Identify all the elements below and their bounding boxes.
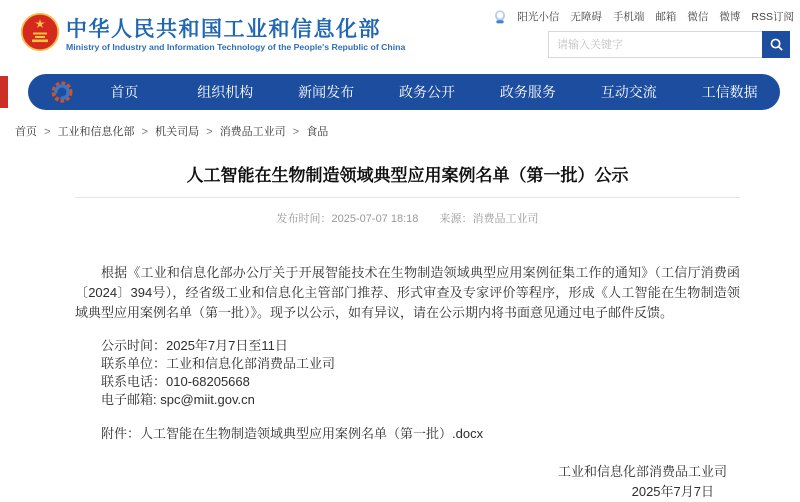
search-input[interactable] [548,31,762,58]
title-divider [75,197,740,198]
utility-links [494,9,794,24]
breadcrumb [15,123,800,139]
signature-block [75,462,740,502]
nav-item-gov-openness[interactable]: 政务公开 [399,84,455,100]
contact-phone: 联系电话：010-68205668 [101,374,250,389]
nav-item-gov-services[interactable]: 政务服务 [499,84,556,100]
breadcrumb-consumer-goods[interactable]: 消费品工业司 [219,126,286,138]
contact-unit: 联系单位：工业和信息化部消费品工业司 [101,356,336,371]
site-header [0,0,800,68]
contact-email: 电子邮箱: spc@miit.gov.cn [101,392,255,407]
contact-details [75,337,740,409]
nav-item-organization[interactable]: 组织机构 [197,84,254,100]
search-bar [548,31,790,58]
breadcrumb-separator: > [44,126,51,138]
miit-logo-icon [50,80,74,104]
link-sunshine[interactable]: 阳光小信 [517,11,560,23]
national-emblem-icon [20,12,60,52]
article [75,165,740,502]
breadcrumb-separator: > [141,126,149,138]
nav-item-interaction[interactable]: 互动交流 [600,84,657,100]
breadcrumb-separator: > [206,126,213,138]
nav-item-home[interactable]: 首页 [110,84,139,100]
signature-department: 工业和信息化部消费品工业司 [557,464,727,479]
search-button[interactable] [762,31,790,58]
attachment-line [75,423,740,442]
article-body-paragraph: 根据《工业和信息化部办公厅关于开展智能技术在生物制造领域典型应用案例征集工作的通知》（工信厅消费函〔2024〕394号），经省级工业和信息化主管部门推荐、形式审查及专家评价等程序，形成《人工智能在生物制造领域典型应用案例名单（第一批）》。现予以公示，如有异议，请在公示期内将书面意见通过电子邮件反馈。 [75,265,740,320]
search-icon [769,37,784,52]
signature-date: 2025年7月7日 [631,484,714,499]
article-source: 来源：消费品工业司 [439,213,539,225]
publicity-period: 公示时间：2025年7月7日至11日 [101,338,288,353]
breadcrumb-departments[interactable]: 机关司局 [155,126,200,138]
article-meta [75,210,740,226]
nav-pill [28,74,780,110]
breadcrumb-home[interactable]: 首页 [15,126,37,138]
nav-item-miit-data[interactable]: 工信数据 [701,84,758,100]
nav-left-red-accent [0,76,8,108]
attachment-link[interactable]: 人工智能在生物制造领域典型应用案例名单（第一批）.docx [140,426,484,441]
link-mobile[interactable]: 手机端 [612,11,645,23]
link-weibo[interactable]: 微博 [719,11,741,23]
breadcrumb-food[interactable]: 食品 [306,126,329,138]
publish-time: 发布时间：2025-07-07 18:18 [276,213,419,225]
ministry-title-cn: 中华人民共和国工业和信息化部 [66,18,381,41]
nav-item-news[interactable]: 新闻发布 [298,84,355,100]
main-nav [0,74,800,110]
link-rss[interactable]: RSS订阅 [751,11,794,23]
ministry-title-en: Ministry of Industry and Information Technology of the People's Republic of China [66,42,406,52]
breadcrumb-miit[interactable]: 工业和信息化部 [57,126,135,138]
link-mail[interactable]: 邮箱 [655,11,677,23]
attachment-label: 附件： [101,426,141,441]
link-accessibility[interactable]: 无障碍 [570,11,602,23]
sunshine-mascot-icon [494,10,506,24]
link-wechat[interactable]: 微信 [687,11,709,23]
breadcrumb-separator: > [292,126,300,138]
page-title: 人工智能在生物制造领域典型应用案例名单（第一批）公示 [186,166,629,185]
